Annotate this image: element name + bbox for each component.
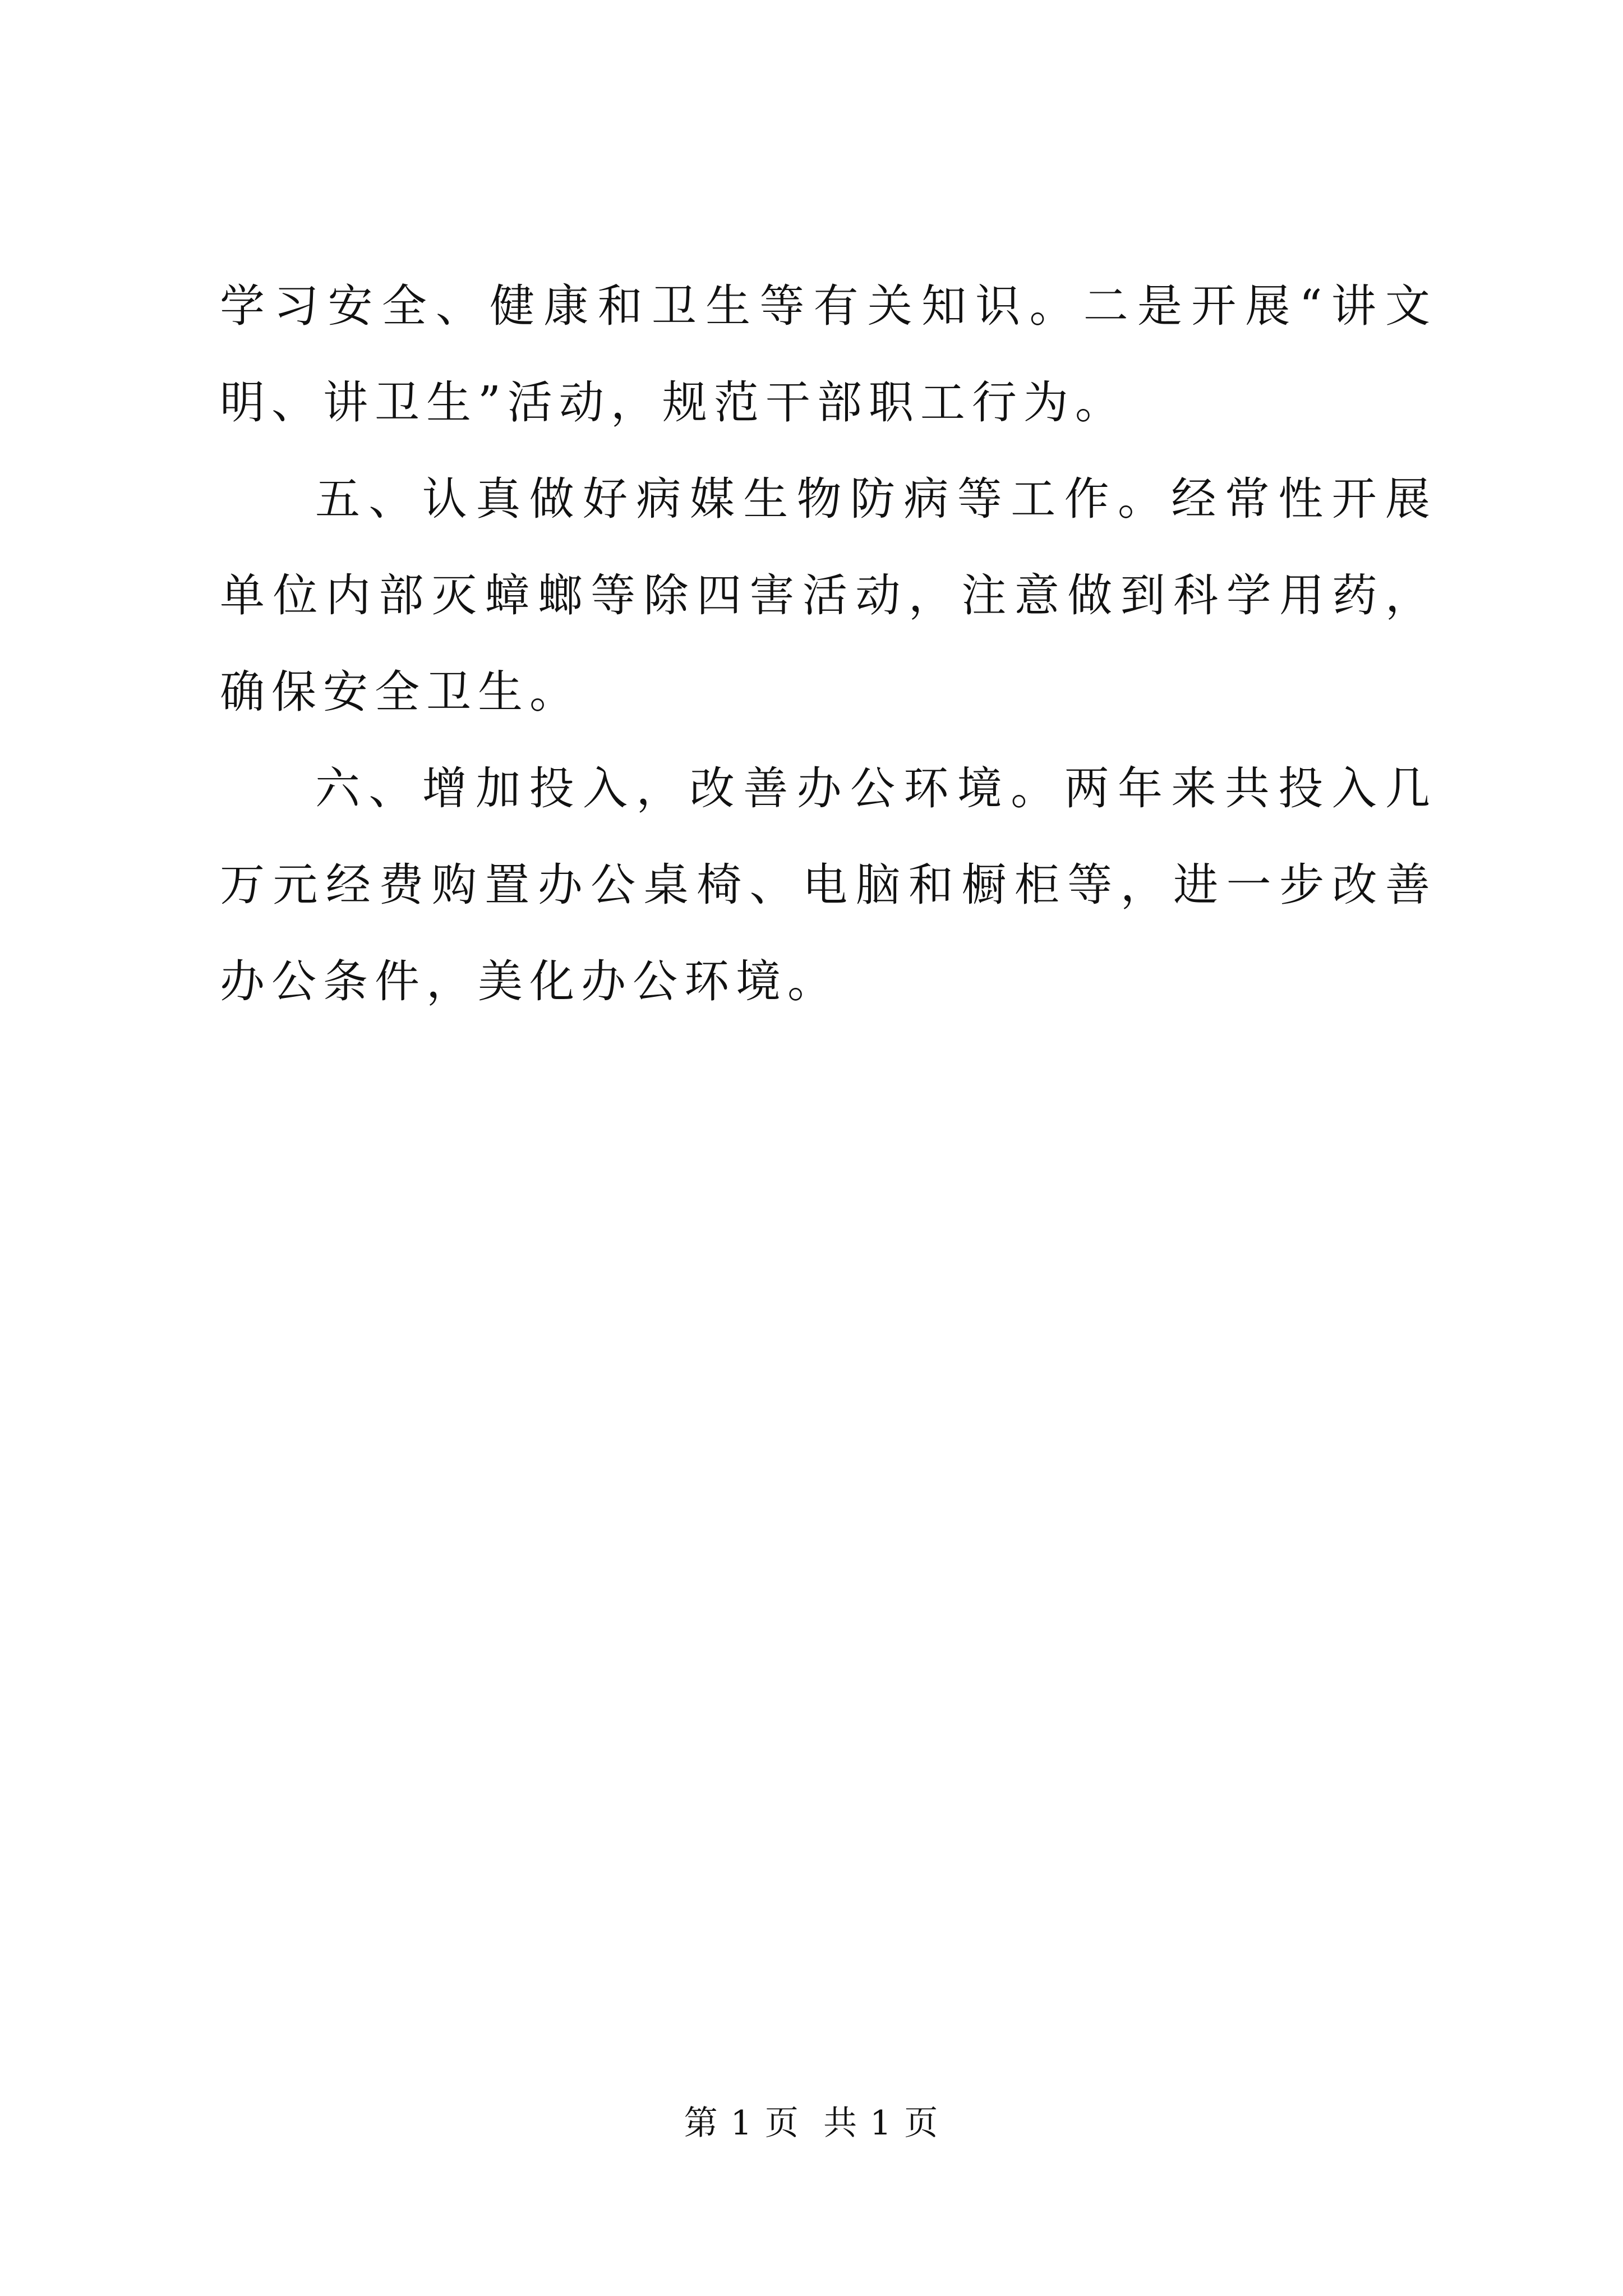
paragraph-item-5: 五、认真做好病媒生物防病等工作。经常性开展单位内部灭蟑螂等除四害活动，注意做到科学用药，确保安全卫生。 [220, 473, 1437, 718]
document-body [220, 258, 1437, 1030]
paragraph-continuation: 学习安全、健康和卫生等有关知识。二是开展“讲文明、讲卫生”活动，规范干部职工行为。 [220, 280, 1437, 429]
paragraph-item-6: 六、增加投入，改善办公环境。两年来共投入几万元经费购置办公桌椅、电脑和橱柜等，进一步改善办公条件，美化办公环境。 [220, 762, 1437, 1007]
page-footer [0, 2101, 1623, 2146]
page-number-label: 第 1 页 共 1 页 [684, 2104, 939, 2143]
